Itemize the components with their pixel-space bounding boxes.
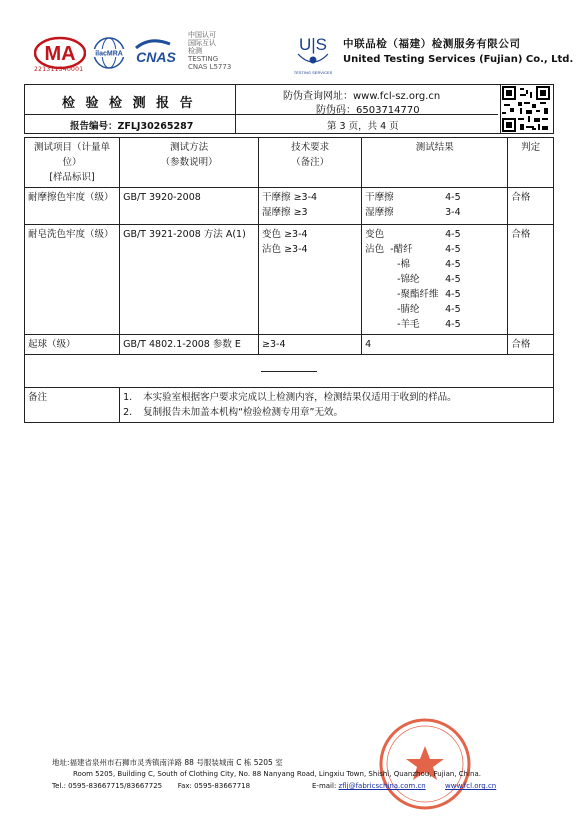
- svg-text:CNAS: CNAS: [136, 49, 176, 65]
- table-row: [25, 188, 554, 225]
- end-divider: [261, 371, 317, 372]
- cell-item: 起球（级）: [25, 335, 120, 355]
- company-name-cn: 中联品检（福建）检测服务有限公司: [343, 38, 521, 50]
- notes-content: 1. 本实验室根据客户要求完成以上检测内容，检测结果仅适用于收到的样品。 2. 复制报告未加盖本机构“检验检测专用章”无效。: [120, 388, 554, 423]
- report-title: 检 验 检 测 报 告: [62, 96, 196, 111]
- footer-tel: Tel.: 0595-83667715/83667725: [52, 782, 163, 790]
- end-of-results-row: [25, 355, 554, 388]
- footer-address-cn: 地址:福建省泉州市石狮市灵秀镇南洋路 88 号服装城南 C 栋 5205 室: [52, 758, 283, 767]
- verify-code: 防伪码：6503714770: [316, 105, 420, 116]
- official-seal-icon: [377, 716, 473, 812]
- page-info: 第 3 页，共 4 页: [327, 121, 399, 132]
- header-judgement: 判定: [508, 138, 554, 188]
- cell-method: GB/T 3921-2008 方法 A(1): [120, 225, 259, 335]
- cnas-accreditation-text: 中国认可 国际互认 检测 TESTING CNAS L5773: [188, 31, 232, 71]
- qr-code-icon: [502, 86, 550, 132]
- cell-requirement: 变色 ≥3-4 沾色 ≥3-4: [259, 225, 362, 335]
- report-number: 报告编号：ZFLJ30265287: [70, 121, 194, 132]
- cell-result: 4: [362, 335, 508, 355]
- header-method: 测试方法 （参数说明）: [120, 138, 259, 188]
- cma-code: 221311340001: [34, 66, 84, 73]
- uts-logo: [292, 30, 334, 78]
- header-item: 测试项目（计量单位） [样品标识]: [25, 138, 120, 188]
- cell-judgement: 合格: [508, 335, 554, 355]
- table-row: [25, 225, 554, 335]
- cell-method: GB/T 3920-2008: [120, 188, 259, 225]
- cell-result: 干摩擦 4-5 湿摩擦 3-4: [362, 188, 508, 225]
- svg-text:TESTING SERVICES: TESTING SERVICES: [293, 70, 333, 75]
- footer-email-link[interactable]: zflj@fabricschina.com.cn: [338, 782, 426, 790]
- cell-result: 变色 4-5 沾色 -醋纤 4-5 -棉 4-5 -锦纶 4-5 -聚酯纤维 4-5 -腈纶 4-5 -羊毛 4-5: [362, 225, 508, 335]
- cma-logo: [34, 36, 86, 70]
- notes-label: 备注: [25, 388, 120, 423]
- ilac-mra-logo: [90, 36, 128, 70]
- svg-text:MA: MA: [44, 43, 76, 65]
- svg-text:ilacMRA: ilacMRA: [95, 50, 123, 58]
- verify-site: 防伪查询网址：www.fcl-sz.org.cn: [283, 91, 441, 102]
- company-name-en: United Testing Services (Fujian) Co., Ltd.: [343, 54, 574, 65]
- cell-judgement: 合格: [508, 188, 554, 225]
- cnas-logo: [130, 36, 182, 70]
- svg-text:U|S: U|S: [298, 35, 328, 54]
- footer-address-en: Room 5205, Building C, South of Clothing City, No. 88 Nanyang Road, Lingxiu Town, Shishi, Quanzhou, Fujian, China.: [73, 770, 482, 778]
- notes-row: [25, 388, 554, 423]
- header-result: 测试结果: [362, 138, 508, 188]
- test-results-table: [24, 137, 554, 423]
- header-requirement: 技术要求 （备注）: [259, 138, 362, 188]
- table-header-row: [25, 138, 554, 188]
- cell-item: 耐皂洗色牢度（级）: [25, 225, 120, 335]
- footer-web-link[interactable]: www.fcl.org.cn: [445, 782, 497, 790]
- cell-item: 耐摩擦色牢度（级）: [25, 188, 120, 225]
- cell-judgement: 合格: [508, 225, 554, 335]
- footer-contacts: Tel.: 0595-83667715/83667725 Fax: 0595-83667718 E-mail: zflj@fabricschina.com.cn www.fcl.org.cn: [52, 782, 497, 790]
- cell-method: GB/T 4802.1-2008 参数 E: [120, 335, 259, 355]
- table-row: [25, 335, 554, 355]
- cell-requirement: 干摩擦 ≥3-4 湿摩擦 ≥3: [259, 188, 362, 225]
- footer-fax: Fax: 0595-83667718: [177, 782, 251, 790]
- cell-requirement: ≥3-4: [259, 335, 362, 355]
